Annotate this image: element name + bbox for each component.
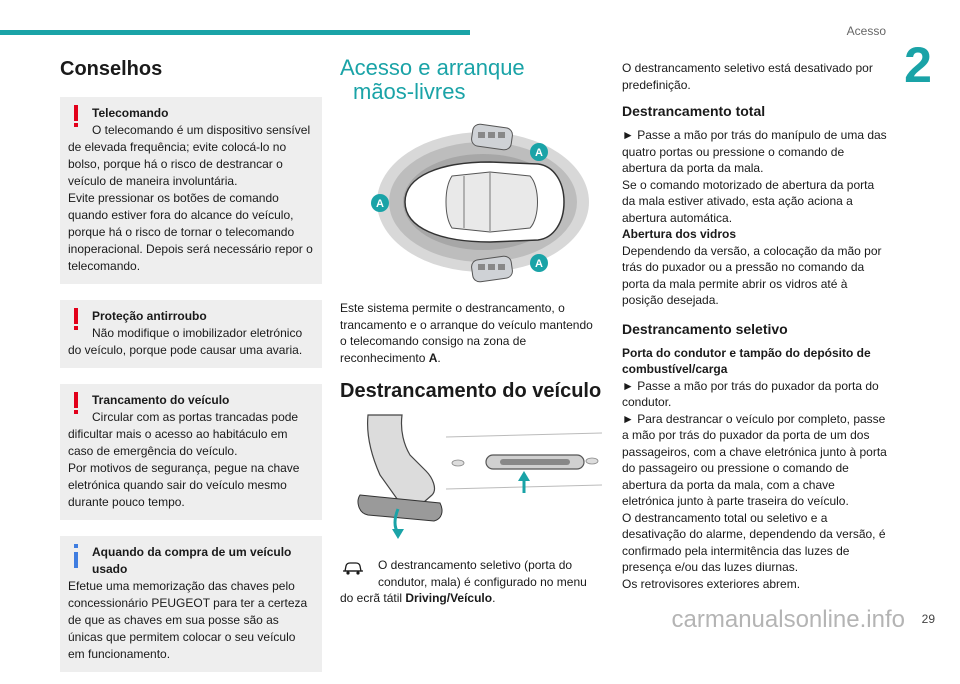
zone-label-left: A (376, 198, 384, 211)
windows-title: Abertura dos vidros (622, 227, 737, 241)
watermark: carmanualsonline.info (671, 606, 905, 633)
card-title: Trancamento do veículo (92, 393, 230, 407)
zone-label-ref: A (428, 350, 438, 365)
header-accent-bar (0, 30, 470, 35)
total-unlock-step: ► Passe a mão por trás do manípulo de uma das quatro portas ou pressione o comando de abertura da porta da mala. (622, 128, 887, 175)
handsfree-title-line1: Acesso e arranque (340, 55, 525, 80)
selective-unlock-note (340, 557, 602, 607)
card-title: Proteção antirroubo (92, 309, 207, 323)
total-unlock-title: Destrancamento total (622, 103, 766, 119)
handsfree-intro-text: Este sistema permite o destrancamento, o trancamento e o arranque do veículo mantendo o telecomando consigo na zona de reconhecimento (340, 301, 593, 365)
page-number: 29 (921, 612, 935, 626)
handsfree-intro-end: . (437, 350, 441, 365)
card-title: Aquando da compra de um veículo usado (92, 545, 292, 576)
unlock-details-column (622, 60, 890, 592)
card-text: do veículo, porque pode causar uma avaria. (68, 343, 303, 357)
card-text-extra: Evite pressionar os botões de comando quando estiver fora do alcance do veículo, porque há o risco de tornar o telecomando inoperacional. Depois será necessário repor o telecomando. (68, 191, 313, 273)
card-text: de elevada frequência; evite colocá-lo no bolso, porque há o risco de destrancar o veículo de maneira involuntária. (68, 140, 287, 188)
unlocking-title: Destrancamento do veículo (340, 380, 602, 403)
card-text-extra: Por motivos de segurança, pegue na chave eletrónica quando sair do veículo mesmo durante pouco tempo. (68, 461, 300, 509)
note-line3-text: do ecrã tátil (340, 591, 403, 606)
card-text-line: Circular com as portas trancadas pode (92, 410, 299, 424)
warning-icon (71, 392, 81, 416)
selective-step-full: ► Para destrancar o veículo por completo, passe a mão por trás do puxador da porta de um dos passageiros, com a chave eletrónica junto à porta do passageiro ou pressione o comando de abertura da porta da mala, com a chave eletrónica junto à parte traseira do veículo. (622, 411, 887, 508)
mirrors-text: Os retrovisores exteriores abrem. (622, 576, 801, 591)
driving-menu-ref: Driving/Veículo (405, 591, 493, 606)
card-title: Telecomando (92, 106, 169, 120)
total-unlock-powered-tailgate: Se o comando motorizado de abertura da porta da mala estiver ativado, esta ação aciona a abertura automática. (622, 177, 875, 225)
handsfree-column (340, 56, 602, 607)
advice-card-used-vehicle (60, 536, 322, 672)
advice-card-remote (60, 97, 322, 284)
note-line1: O destrancamento seletivo (porta do (378, 558, 573, 573)
note-line3-end: . (492, 591, 496, 606)
handsfree-title-line2: mãos-livres (353, 79, 466, 105)
card-text: dificultar mais o acesso ao habitáculo em caso de emergência do veículo. (68, 427, 288, 458)
zone-label-top: A (535, 147, 543, 160)
handsfree-title (340, 56, 602, 104)
selective-default-text: O destrancamento seletivo está desativado por predefinição. (622, 61, 873, 92)
zone-label-bottom: A (535, 258, 543, 271)
card-text-line: Não modifique o imobilizador eletrónico (92, 326, 303, 340)
section-label: Acesso (846, 24, 886, 38)
windows-text: Dependendo da versão, a colocação da mão por trás do puxador ou a pressão no comando da porta da mala permite abrir os vidros até à posição desejada. (622, 243, 882, 307)
selective-unlock-title: Destrancamento seletivo (622, 320, 788, 337)
card-text: Efetue uma memorização das chaves pelo concessionário PEUGEOT para ter a certeza de que as chaves em sua posse são as únicas que permitem colocar o seu veículo em funcionamento. (68, 579, 308, 661)
advice-card-antitheft (60, 300, 322, 368)
selective-step-driver: ► Passe a mão por trás do puxador da porta do condutor. (622, 378, 879, 409)
advice-card-locking (60, 384, 322, 520)
door-handle-illustration (340, 415, 602, 540)
warning-icon (71, 105, 81, 129)
chapter-number: 2 (904, 37, 932, 93)
note-line2: condutor, mala) é configurado no menu (378, 574, 587, 589)
recognition-zone-illustration (340, 118, 602, 283)
note-line3 (340, 590, 602, 607)
advice-column (60, 58, 322, 684)
handsfree-intro (340, 300, 602, 366)
advice-title: Conselhos (60, 58, 163, 80)
warning-icon (71, 308, 81, 332)
selective-unlock-subtitle: Porta do condutor e tampão do depósito de combustível/carga (622, 345, 871, 376)
unlock-confirmation-text: O destrancamento total ou seletivo e a desativação do alarme, dependendo da versão, é confirmado pela intermitência das luzes de presença e/ou das luzes diurnas. (622, 510, 886, 574)
info-icon (71, 544, 81, 568)
card-text-line: O telecomando é um dispositivo sensível (92, 123, 311, 137)
car-settings-icon (342, 560, 364, 576)
